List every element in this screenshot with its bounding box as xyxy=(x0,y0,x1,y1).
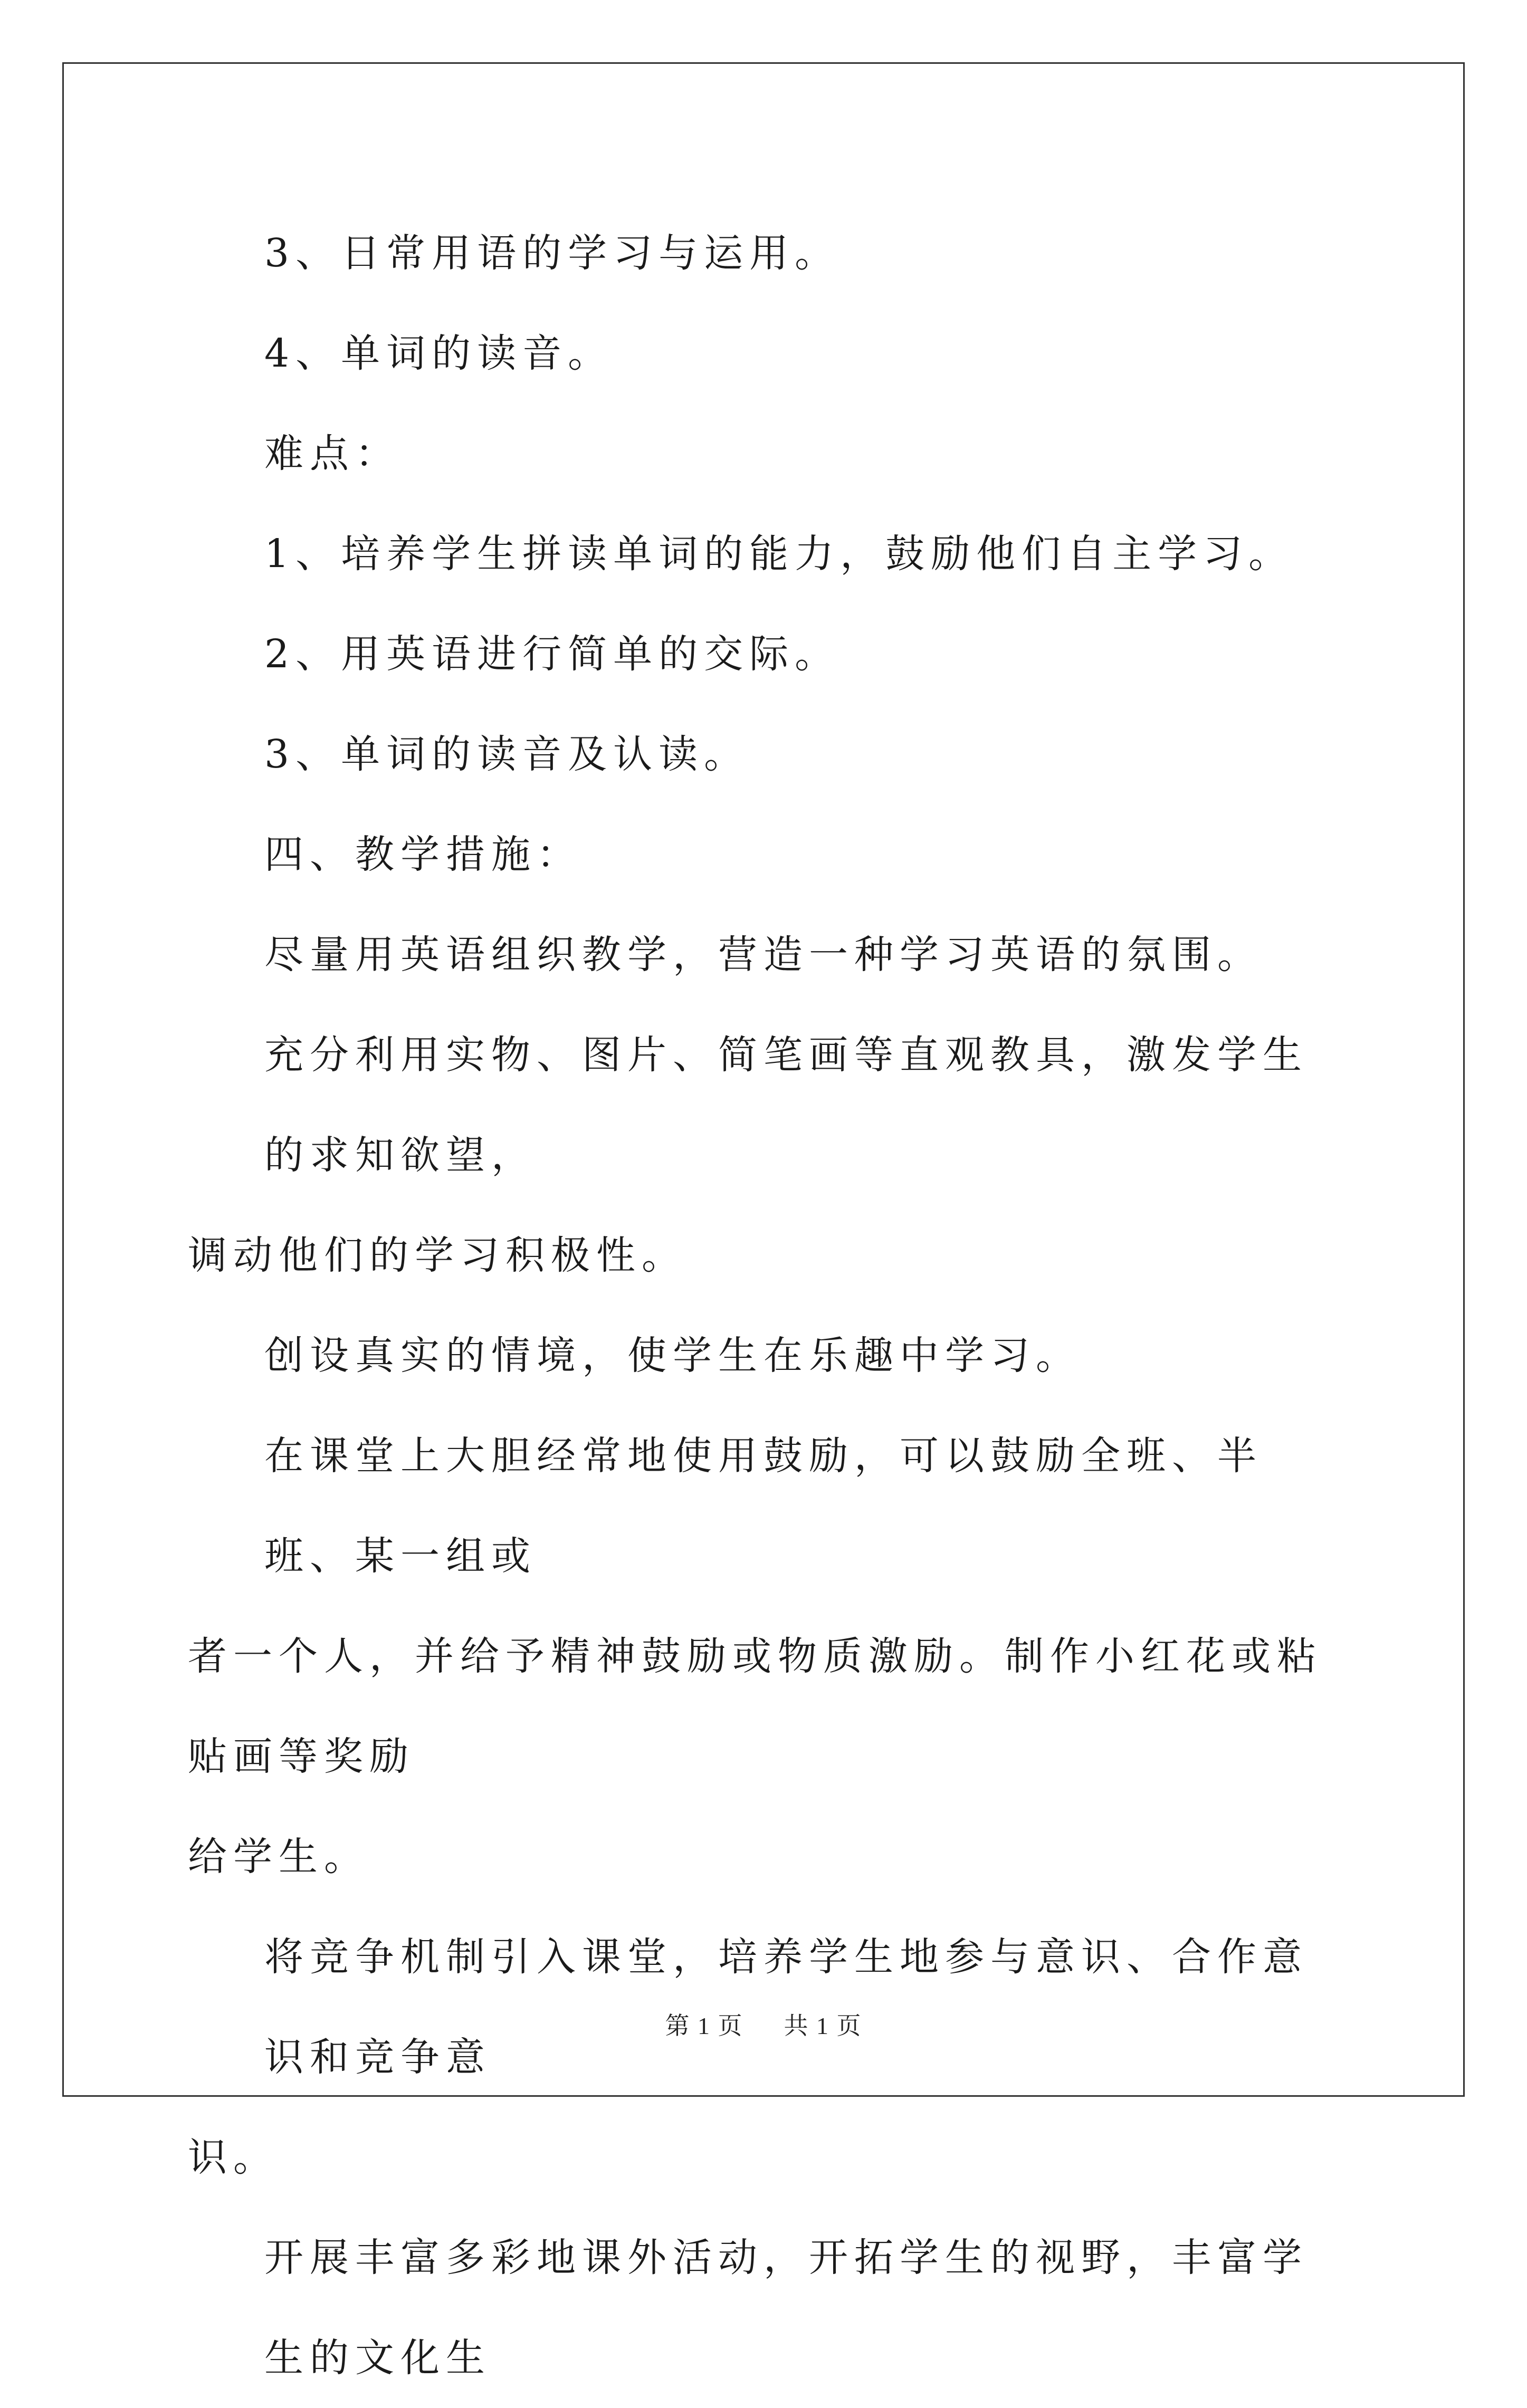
document-body xyxy=(188,203,1351,2408)
paragraph-line: 者一个人，并给予精神鼓励或物质激励。制作小红花或粘贴画等奖励 xyxy=(188,1634,1322,1779)
paragraph: 3、单词的读音及认读。 xyxy=(264,732,750,777)
paragraph-line: 调动他们的学习积极性。 xyxy=(188,1233,687,1278)
page-total: 共 1 页 xyxy=(784,2012,862,2039)
paragraph-line: 将竞争机制引入课堂，培养学生地参与意识、合作意识和竞争意 xyxy=(264,1934,1308,2080)
paragraph: 开展丰富多彩地课外活动，开拓学生的视野，丰富学生的文化生 xyxy=(264,2235,1308,2381)
page-footer xyxy=(0,2007,1527,2041)
paragraph: 2、用英语进行简单的交际。 xyxy=(264,631,841,677)
paragraph-line: 识。 xyxy=(188,2135,279,2180)
paragraph: 4、单词的读音。 xyxy=(264,331,614,376)
paragraph: 尽量用英语组织教学，营造一种学习英语的氛围。 xyxy=(264,932,1263,977)
page-number: 第 1 页 xyxy=(665,2012,743,2039)
paragraph: 创设真实的情境，使学生在乐趣中学习。 xyxy=(264,1333,1081,1378)
paragraph: 1、培养学生拼读单词的能力，鼓励他们自主学习。 xyxy=(264,531,1294,577)
paragraph-line: 在课堂上大胆经常地使用鼓励，可以鼓励全班、半班、某一组或 xyxy=(264,1433,1263,1579)
paragraph-line: 给学生。 xyxy=(188,1834,369,1879)
paragraph: 难点： xyxy=(264,431,400,476)
paragraph: 四、教学措施： xyxy=(264,832,582,877)
paragraph: 3、日常用语的学习与运用。 xyxy=(264,231,841,276)
paragraph-line: 充分利用实物、图片、简笔画等直观教具，激发学生的求知欲望， xyxy=(264,1032,1308,1178)
